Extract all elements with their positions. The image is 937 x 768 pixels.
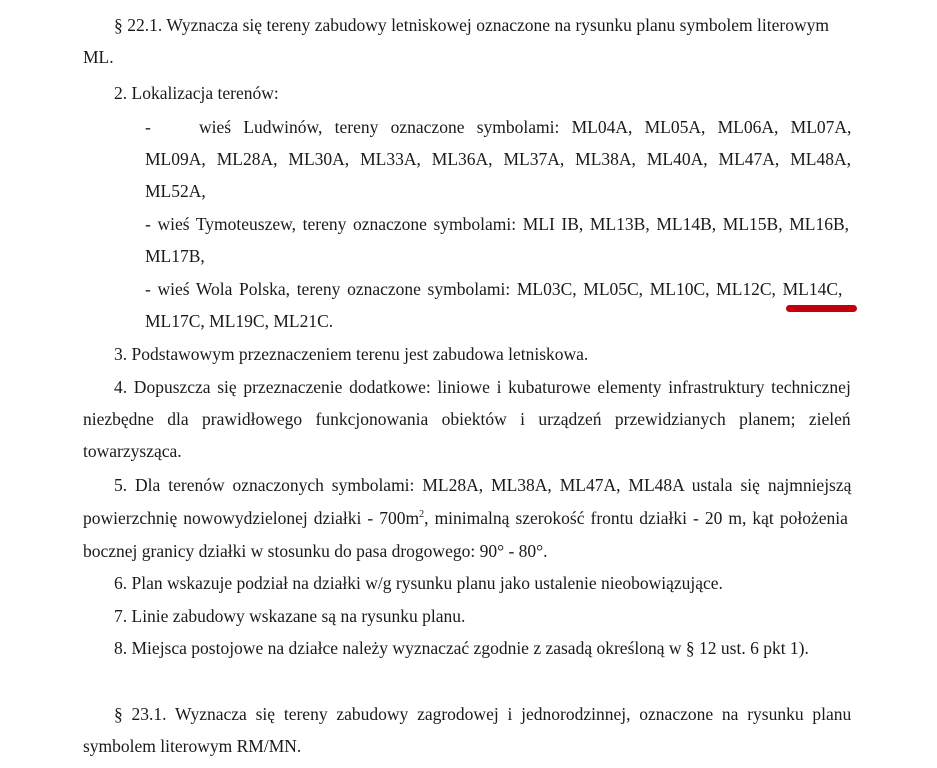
tymoteuszew-line-2: ML17B, (145, 246, 205, 266)
highlighted-symbol: ML14C, (782, 279, 843, 299)
tymoteuszew-line-1: - wieś Tymoteuszew, tereny oznaczone symbolami: MLI IB, ML13B, ML14B, ML15B, ML16B, (145, 214, 849, 234)
item-5-line-2 (83, 507, 848, 529)
ludwinow-line-1: wieś Ludwinów, tereny oznaczone symbolami: ML04A, ML05A, ML06A, ML07A, (199, 117, 852, 137)
item-4-line-3: towarzysząca. (83, 441, 182, 461)
paragraph-23-line-1: § 23.1. Wyznacza się tereny zabudowy zagrodowej i jednorodzinnej, oznaczone na rysunku planu (114, 704, 852, 724)
paragraph-22-line-1: § 22.1. Wyznacza się tereny zabudowy letniskowej oznaczone na rysunku planu symbolem literowym (114, 15, 829, 35)
ludwinow-line-3: ML52A, (145, 181, 206, 201)
item-8: 8. Miejsca postojowe na działce należy wyznaczać zgodnie z zasadą określoną w § 12 ust. 6 pkt 1). (114, 638, 809, 658)
ludwinow-dash: - (145, 117, 151, 137)
item-5-line-1: 5. Dla terenów oznaczonych symbolami: ML28A, ML38A, ML47A, ML48A ustala się najmniejszą (114, 475, 852, 495)
item-5-line-3: bocznej granicy działki w stosunku do pasa drogowego: 90° - 80°. (83, 541, 548, 561)
item-5-line-2-after: , minimalną szerokość frontu działki - 20 m, kąt położenia (424, 508, 848, 528)
item-4-line-2: niezbędne dla prawidłowego funkcjonowania obiektów i urządzeń przewidzianych planem; zieleń (83, 409, 851, 429)
item-2-heading: 2. Lokalizacja terenów: (114, 83, 279, 103)
wola-polska-line-2: ML17C, ML19C, ML21C. (145, 311, 334, 331)
wola-polska-line-1-text: - wieś Wola Polska, tereny oznaczone symbolami: ML03C, ML05C, ML10C, ML12C, (145, 279, 776, 299)
ludwinow-line-2: ML09A, ML28A, ML30A, ML33A, ML36A, ML37A, ML38A, ML40A, ML47A, ML48A, (145, 149, 852, 169)
paragraph-23-line-2: symbolem literowym RM/MN. (83, 736, 302, 756)
item-6: 6. Plan wskazuje podział na działki w/g rysunku planu jako ustalenie nieobowiązujące. (114, 573, 723, 593)
item-3: 3. Podstawowym przeznaczeniem terenu jest zabudowa letniskowa. (114, 344, 589, 364)
wola-polska-line-1 (145, 278, 842, 300)
item-5-line-2-before: powierzchnię nowowydzielonej działki - 700m (83, 508, 420, 528)
paragraph-22-line-2: ML. (83, 47, 114, 67)
item-4-line-1: 4. Dopuszcza się przeznaczenie dodatkowe: liniowe i kubaturowe elementy infrastruktury technicznej (114, 377, 851, 397)
red-underline-annotation (786, 305, 857, 312)
item-7: 7. Linie zabudowy wskazane są na rysunku planu. (114, 606, 466, 626)
superscript-2: 2 (419, 509, 425, 520)
